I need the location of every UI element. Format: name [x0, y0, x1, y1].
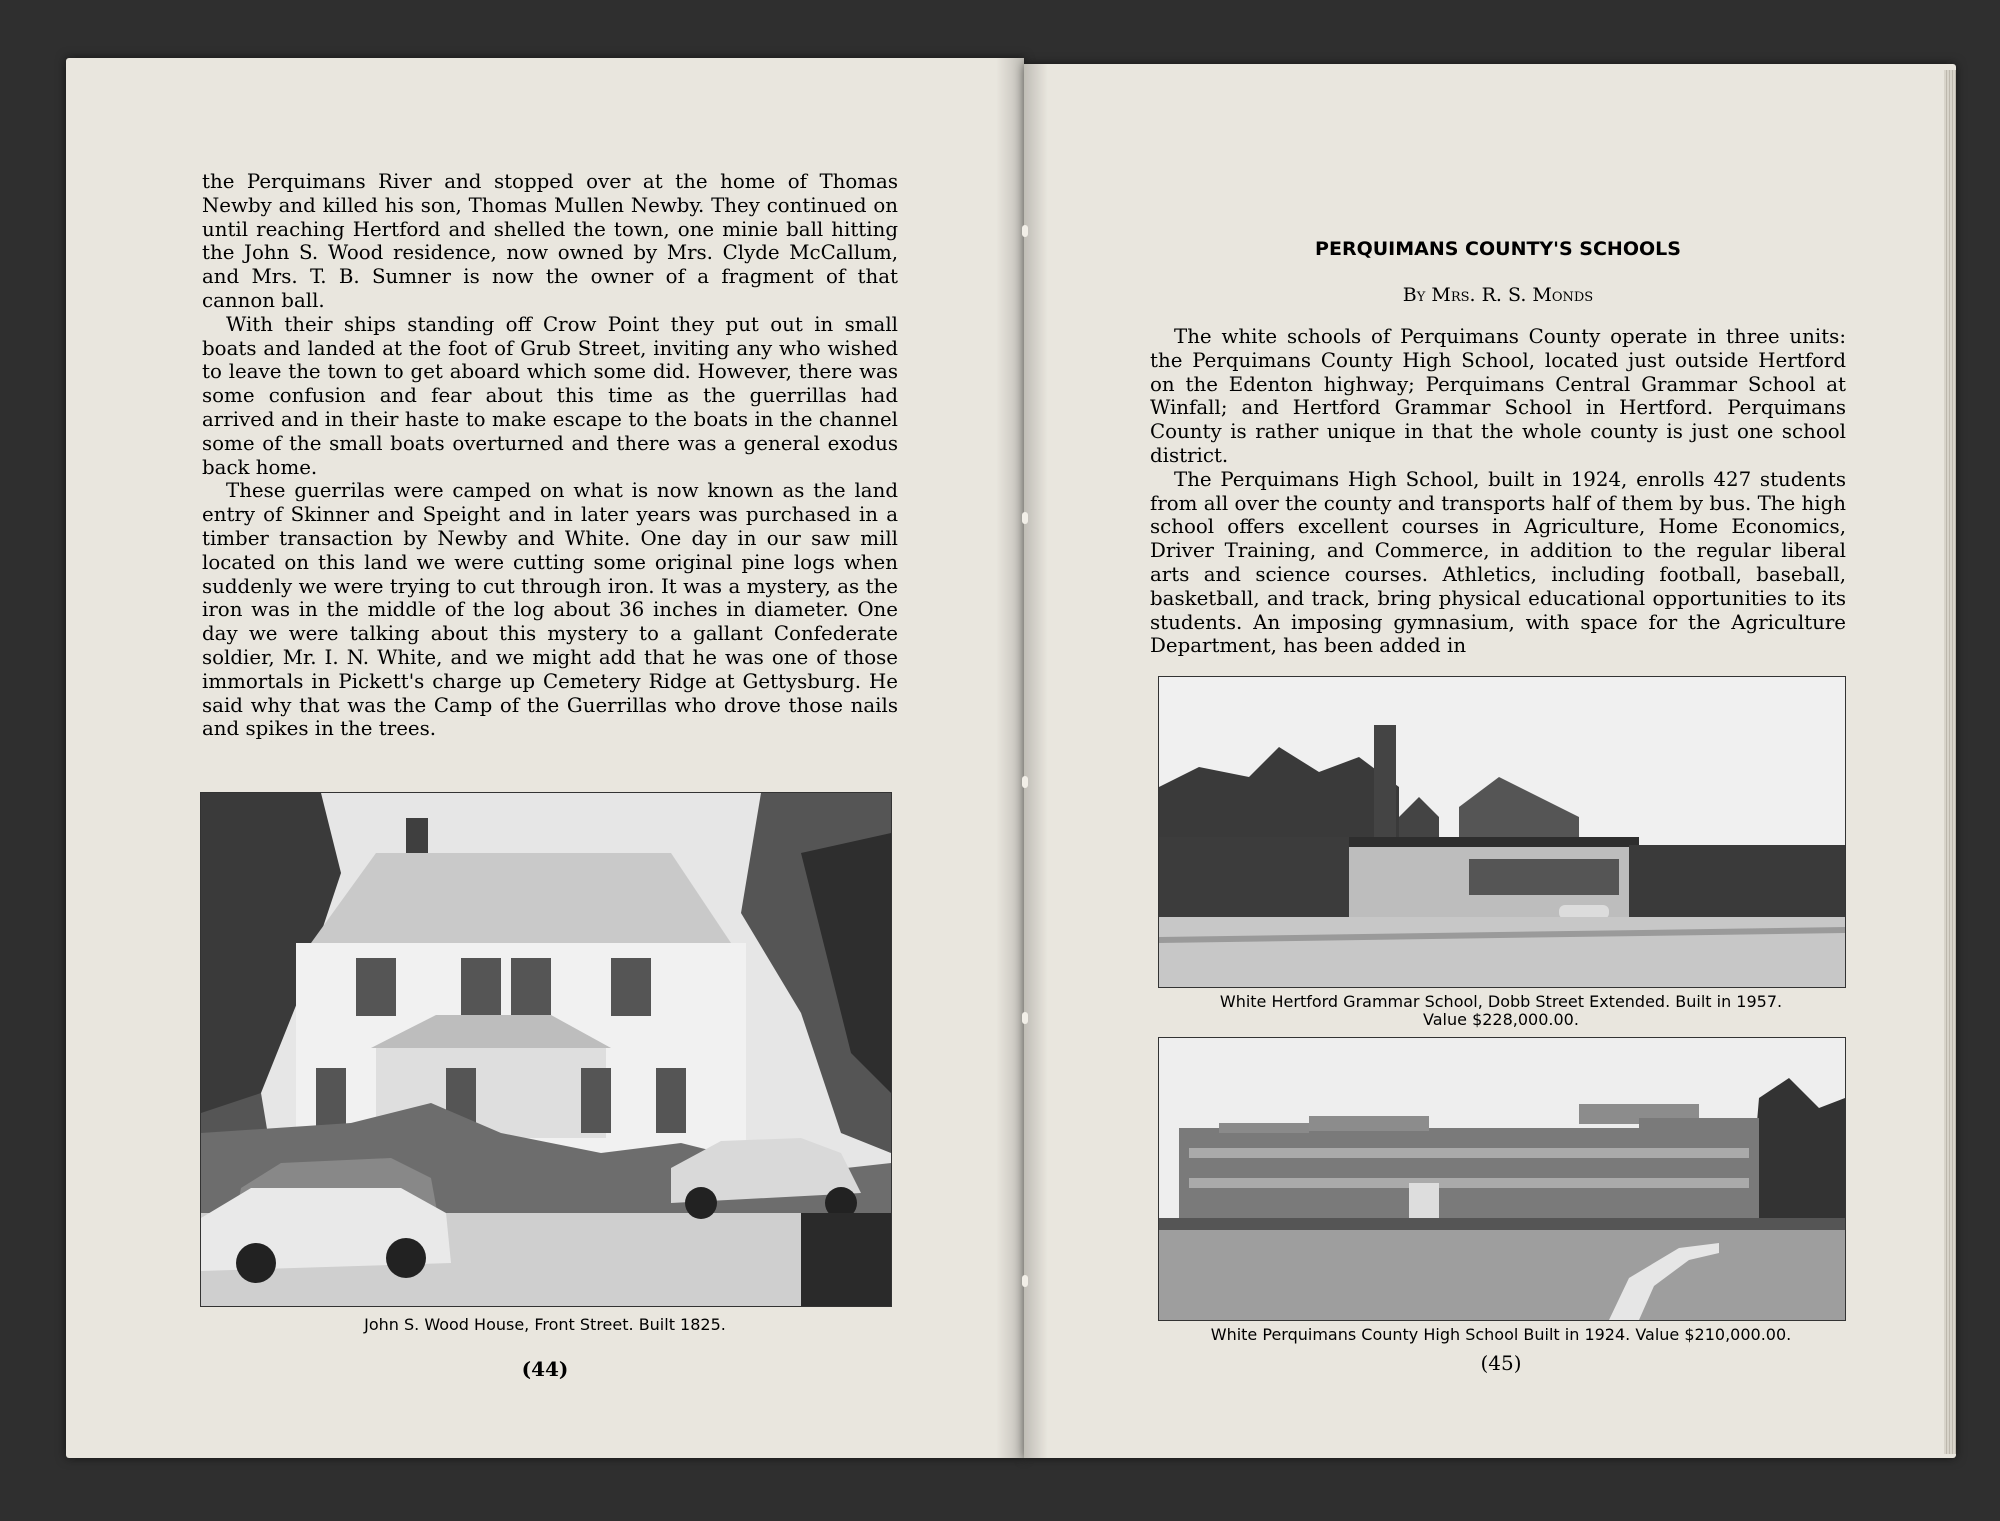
right-page-body-text [1150, 325, 1846, 658]
photo-perquimans-high-school [1158, 1037, 1846, 1321]
body-paragraph: The Perquimans High School, built in 1924, enrolls 427 students from all over the county and transports half of them by bus. The high school offers excellent courses in Agriculture, Home Economics, Driver Training, and Commerce, in addition to the regular liberal arts and science courses. Athletics, including football, baseball, basketball, and track, bring physical educational opportunities to its students. An imposing gymnasium, with space for the Agriculture Department, has been added in [1150, 467, 1846, 658]
binding-staple-mark [1022, 512, 1028, 524]
photo-caption-high-school: White Perquimans County High School Built in 1924. Value $210,000.00. [1210, 1325, 1792, 1344]
page-number-right: (45) [1480, 1351, 1522, 1375]
page-number-left: (44) [521, 1357, 569, 1381]
article-byline: By Mrs. R. S. Monds [1402, 284, 1594, 306]
binding-staple-mark [1022, 1012, 1028, 1024]
binding-staple-mark [1022, 225, 1028, 237]
body-paragraph: the Perquimans River and stopped over at the home of Thomas Newby and killed his son, Thomas Mullen Newby. They continued on until reaching Hertford and shelled the town, one minie ball hitting the John S. Wood residence, now owned by Mrs. Clyde McCallum, and Mrs. T. B. Sumner is now the owner of a fragment of that cannon ball. [202, 170, 898, 312]
binding-staple-mark [1022, 1275, 1028, 1287]
photo-caption-grammar-school: White Hertford Grammar School, Dobb Street Extended. Built in 1957. Value $228,000.00. [1219, 992, 1783, 1029]
binding-staple-mark [1022, 776, 1028, 788]
article-title: PERQUIMANS COUNTY'S SCHOOLS [1315, 238, 1681, 260]
page-edges-right [1944, 70, 1956, 1454]
left-page-body-text [202, 170, 898, 741]
photo-hertford-grammar-school [1158, 676, 1846, 988]
body-paragraph: These guerrilas were camped on what is now known as the land entry of Skinner and Speight and in later years was purchased in a timber transaction by Newby and White. One day in our saw mill located on this land we were cutting some original pine logs when suddenly we were trying to cut through iron. It was a mystery, as the iron was in the middle of the log about 36 inches in diameter. One day we were talking about this mystery to a gallant Confederate soldier, Mr. I. N. White, and we might add that he was one of those immortals in Pickett's charge up Cemetery Ridge at Gettysburg. He said why that was the Camp of the Guerrillas who drove those nails and spikes in the trees. [202, 479, 898, 741]
photo-john-s-wood-house [200, 792, 892, 1307]
body-paragraph: With their ships standing off Crow Point they put out in small boats and landed at the foot of Grub Street, inviting any who wished to leave the town to get aboard which some did. However, there was some confusion and fear about this time as the guerrillas had arrived and in their haste to make escape to the boats in the channel some of the small boats overturned and there was a general exodus back home. [202, 312, 898, 479]
body-paragraph: The white schools of Perquimans County operate in three units: the Perquimans County High School, located just outside Hertford on the Edenton highway; Perquimans Central Grammar School at Winfall; and Hertford Grammar School in Hertford. Perquimans County is rather unique in that the whole county is just one school district. [1150, 325, 1846, 467]
photo-caption-house: John S. Wood House, Front Street. Built 1825. [364, 1315, 726, 1334]
